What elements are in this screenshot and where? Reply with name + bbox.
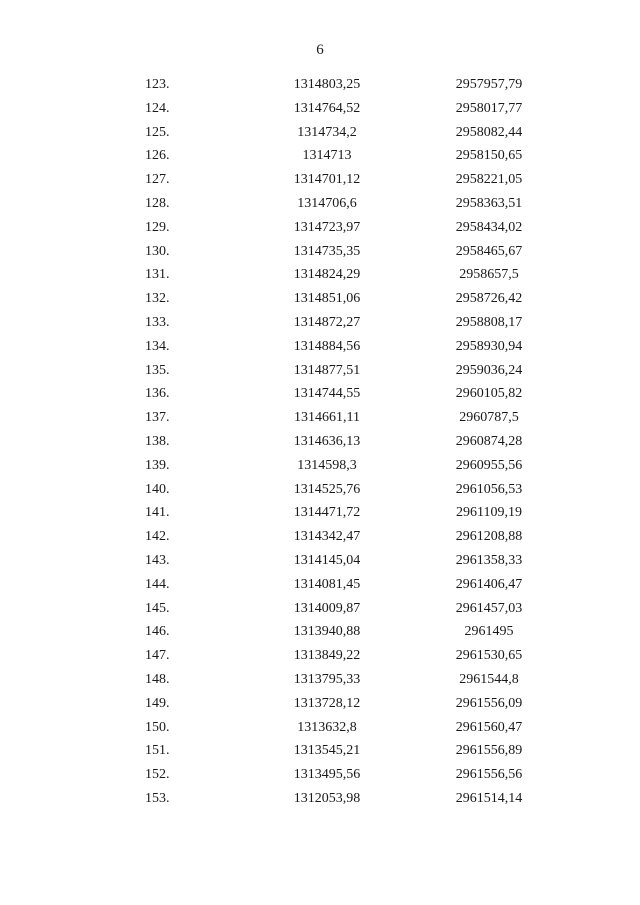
y-coordinate-cell: 2961530,65 [455, 648, 523, 664]
x-coordinate-cell: 1313940,88 [293, 624, 361, 640]
y-coordinate-cell: 2961406,47 [455, 576, 523, 592]
point-number-cell: 143. [145, 552, 170, 568]
y-coordinate-cell: 2958808,17 [455, 314, 523, 330]
table-row [0, 144, 640, 168]
y-coordinate-cell: 2958150,65 [455, 148, 523, 164]
point-number-cell: 123. [145, 77, 170, 92]
x-coordinate-cell: 1313849,22 [293, 648, 361, 664]
y-coordinate-cell: 2959036,24 [455, 362, 523, 378]
table-row [0, 406, 640, 430]
table-row [0, 692, 640, 716]
table-row [0, 739, 640, 763]
point-number-cell: 142. [145, 529, 170, 545]
x-coordinate-cell: 1314723,97 [293, 219, 361, 235]
table-row [0, 121, 640, 145]
point-number-cell: 126. [145, 148, 170, 164]
y-coordinate-cell: 2961514,14 [455, 790, 523, 806]
table-row [0, 787, 640, 811]
x-coordinate-cell: 1314734,2 [297, 124, 357, 140]
y-coordinate-cell: 2958434,02 [455, 219, 523, 235]
y-coordinate-cell: 2958363,51 [455, 195, 523, 211]
x-coordinate-cell: 1313728,12 [293, 695, 361, 711]
x-coordinate-cell: 1314525,76 [293, 481, 361, 497]
point-number-cell: 139. [145, 457, 170, 473]
point-number-cell: 129. [145, 219, 170, 235]
x-coordinate-cell: 1314872,27 [293, 314, 361, 330]
table-row [0, 382, 640, 406]
x-coordinate-cell: 1314744,55 [293, 386, 361, 402]
point-number-cell: 132. [145, 291, 170, 307]
x-coordinate-cell: 1314636,13 [293, 433, 361, 449]
x-coordinate-cell: 1314009,87 [293, 600, 361, 616]
point-number-cell: 151. [145, 743, 170, 759]
x-coordinate-cell: 1314471,72 [293, 505, 361, 521]
point-number-cell: 130. [145, 243, 170, 259]
y-coordinate-cell: 2960787,5 [459, 410, 519, 426]
table-row [0, 430, 640, 454]
table-row [0, 644, 640, 668]
y-coordinate-cell: 2960105,82 [455, 386, 523, 402]
x-coordinate-cell: 1314884,56 [293, 338, 361, 354]
table-row [0, 716, 640, 740]
point-number-cell: 148. [145, 671, 170, 687]
x-coordinate-cell: 1314706,6 [297, 195, 357, 211]
point-number-cell: 134. [145, 338, 170, 354]
x-coordinate-cell: 1314342,47 [293, 529, 361, 545]
table-row [0, 335, 640, 359]
y-coordinate-cell: 2958465,67 [455, 243, 523, 259]
point-number-cell: 147. [145, 648, 170, 664]
y-coordinate-cell: 2961056,53 [455, 481, 523, 497]
y-coordinate-cell: 2961457,03 [455, 600, 523, 616]
point-number-cell: 145. [145, 600, 170, 616]
table-row [0, 263, 640, 287]
y-coordinate-cell: 2960955,56 [455, 457, 523, 473]
x-coordinate-cell: 1314081,45 [293, 576, 361, 592]
y-coordinate-cell: 2957957,79 [455, 77, 523, 92]
point-number-cell: 131. [145, 267, 170, 283]
x-coordinate-cell: 1314701,12 [293, 172, 361, 188]
y-coordinate-cell: 2961544,8 [459, 671, 519, 687]
x-coordinate-cell: 1313545,21 [293, 743, 361, 759]
table-row [0, 478, 640, 502]
table-row [0, 573, 640, 597]
point-number-cell: 153. [145, 790, 170, 806]
coordinates-table [0, 73, 640, 811]
y-coordinate-cell: 2958017,77 [455, 100, 523, 116]
point-number-cell: 138. [145, 433, 170, 449]
table-row [0, 525, 640, 549]
y-coordinate-cell: 2961109,19 [456, 505, 522, 521]
point-number-cell: 127. [145, 172, 170, 188]
x-coordinate-cell: 1314764,52 [293, 100, 361, 116]
point-number-cell: 141. [145, 505, 170, 521]
table-row [0, 216, 640, 240]
point-number-cell: 144. [145, 576, 170, 592]
table-row [0, 73, 640, 97]
y-coordinate-cell: 2961556,89 [455, 743, 523, 759]
y-coordinate-cell: 2958082,44 [455, 124, 523, 140]
point-number-cell: 128. [145, 195, 170, 211]
table-row [0, 549, 640, 573]
table-row [0, 97, 640, 121]
x-coordinate-cell: 1314661,11 [294, 410, 360, 426]
x-coordinate-cell: 1314735,35 [293, 243, 361, 259]
table-row [0, 311, 640, 335]
y-coordinate-cell: 2958657,5 [459, 267, 519, 283]
point-number-cell: 140. [145, 481, 170, 497]
table-row [0, 763, 640, 787]
x-coordinate-cell: 1313795,33 [293, 671, 361, 687]
point-number-cell: 135. [145, 362, 170, 378]
x-coordinate-cell: 1314713 [302, 148, 352, 164]
point-number-cell: 146. [145, 624, 170, 640]
point-number-cell: 125. [145, 124, 170, 140]
y-coordinate-cell: 2961208,88 [455, 529, 523, 545]
table-row [0, 192, 640, 216]
x-coordinate-cell: 1313632,8 [297, 719, 357, 735]
table-row [0, 359, 640, 383]
table-row [0, 597, 640, 621]
table-row [0, 454, 640, 478]
page-number: 6 [316, 42, 324, 58]
y-coordinate-cell: 2958930,94 [455, 338, 523, 354]
x-coordinate-cell: 1314803,25 [293, 77, 361, 92]
x-coordinate-cell: 1314145,04 [293, 552, 361, 568]
y-coordinate-cell: 2961556,09 [455, 695, 523, 711]
y-coordinate-cell: 2960874,28 [455, 433, 523, 449]
y-coordinate-cell: 2958221,05 [455, 172, 523, 188]
table-row [0, 501, 640, 525]
point-number-cell: 124. [145, 100, 170, 116]
x-coordinate-cell: 1314598,3 [297, 457, 357, 473]
table-row [0, 240, 640, 264]
point-number-cell: 152. [145, 767, 170, 783]
table-row [0, 668, 640, 692]
point-number-cell: 136. [145, 386, 170, 402]
x-coordinate-cell: 1314877,51 [293, 362, 361, 378]
x-coordinate-cell: 1312053,98 [293, 790, 361, 806]
x-coordinate-cell: 1314851,06 [293, 291, 361, 307]
y-coordinate-cell: 2961556,56 [455, 767, 523, 783]
x-coordinate-cell: 1314824,29 [293, 267, 361, 283]
y-coordinate-cell: 2961560,47 [455, 719, 523, 735]
point-number-cell: 149. [145, 695, 170, 711]
y-coordinate-cell: 2958726,42 [455, 291, 523, 307]
table-row [0, 287, 640, 311]
y-coordinate-cell: 2961358,33 [455, 552, 523, 568]
table-row [0, 620, 640, 644]
point-number-cell: 133. [145, 314, 170, 330]
point-number-cell: 150. [145, 719, 170, 735]
point-number-cell: 137. [145, 410, 170, 426]
table-row [0, 168, 640, 192]
x-coordinate-cell: 1313495,56 [293, 767, 361, 783]
y-coordinate-cell: 2961495 [464, 624, 514, 640]
